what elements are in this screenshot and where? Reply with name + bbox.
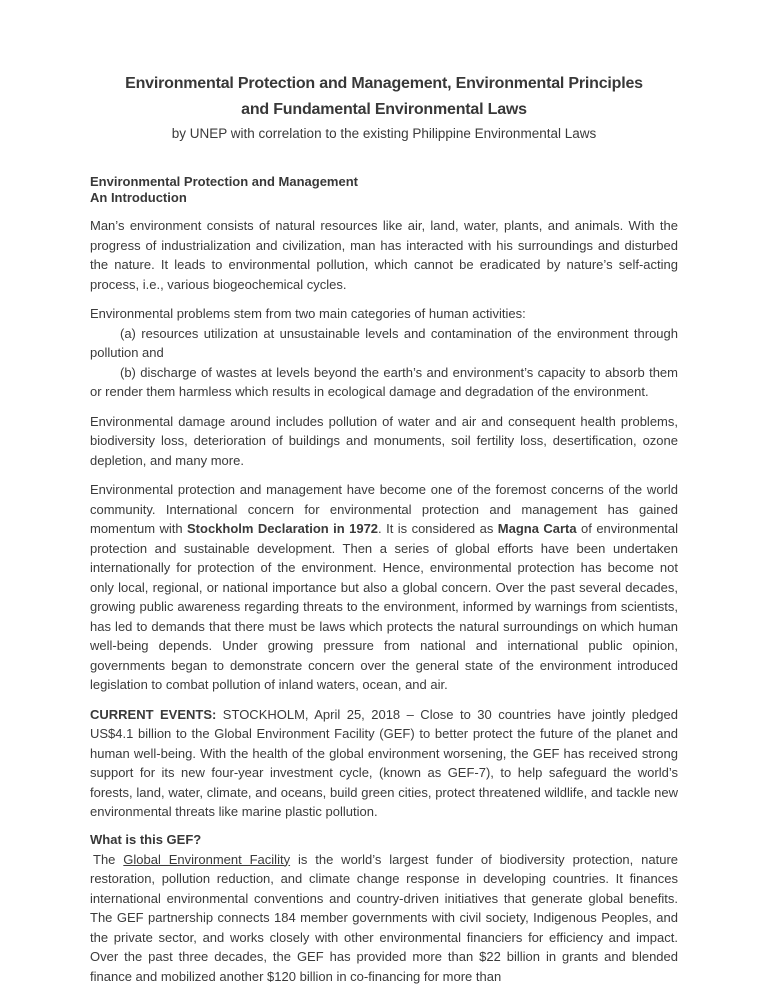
text-run: Environmental protection and management have become one of the foremost concerns of the world community. International concern for environmental protection and management has gained momentum with — [90, 482, 678, 536]
current-events-label: CURRENT EVENTS: — [90, 706, 217, 722]
bold-magna-carta: Magna Carta — [497, 521, 577, 536]
section-heading-line2: An Introduction — [90, 190, 187, 205]
paragraph-protection — [90, 480, 678, 695]
gef-heading: What is this GEF? — [90, 831, 202, 847]
paragraph-current-events — [90, 705, 678, 822]
paragraph-damage: Environmental damage around includes pollution of water and air and consequent health problems, biodiversity loss, deterioration of buildings and monuments, soil fertility loss, desertification, ozone depletion, and many more. — [90, 413, 678, 468]
paragraph-problems-item-a: (a) resources utilization at unsustainable levels and contamination of the environment through pollution and — [90, 325, 678, 360]
document-byline: by UNEP with correlation to the existing Philippine Environmental Laws — [171, 126, 597, 141]
gef-facility-link-text[interactable]: Global Environment Facility — [123, 851, 291, 867]
paragraph-problems — [90, 304, 678, 402]
section-heading — [90, 174, 678, 206]
text-run: The — [93, 851, 124, 867]
text-run: is the world’s largest funder of biodiversity protection, nature restoration, pollution reduction, and climate change response in developing countries. It finances international environmental conventions and country-driven initiatives that generate global benefits. The GEF partnership connects 184 member governments with civil society, Indigenous Peoples, and the private sector, and works closely with other environmental financiers for efficiency and impact. Over the past three decades, the GEF has provided more than $22 billion in grants and blended finance and mobilized another $120 billion in co-financing for more than — [90, 851, 679, 984]
text-run: of environmental protection and sustainable development. Then a series of global efforts have been undertaken internationally for protection of the environment. Hence, environmental protection has become not only local, regional, or national importance but also a global concern. Over the past several decades, growing public awareness regarding threats to the environment, informed by warnings from scientists, has led to demands that there must be laws which protects the natural surroundings on which human well-being depends. Under growing pressure from national and international public opinion, governments began to demonstrate concern over the general state of the environment introduced legislation to combat pollution of inland waters, ocean, and air. — [90, 521, 678, 692]
paragraph-gef — [90, 850, 678, 987]
paragraph-problems-item-b: (b) discharge of wastes at levels beyond the earth’s and environment’s capacity to absorb them or render them harmless which results in ecological damage and degradation of the environment. — [90, 364, 678, 399]
document-title-line2: and Fundamental Environmental Laws — [241, 101, 527, 118]
section-heading-line1: Environmental Protection and Management — [90, 174, 358, 189]
paragraph-problems-lead: Environmental problems stem from two main categories of human activities: — [90, 306, 526, 321]
document-title — [90, 71, 678, 123]
text-run: . It is considered as — [378, 521, 498, 536]
text-run: STOCKHOLM, April 25, 2018 – Close to 30 countries have jointly pledged US$4.1 billion to the Global Environment Facility (GEF) to better protect the future of the planet and human well-being. With the health of the global environment worsening, the GEF has received strong support for its new four-year investment cycle, (known as GEF-7), to help safeguard the world’s forests, land, water, climate, and oceans, build green cities, protect threatened wildlife, and tackle new environmental threats like marine plastic pollution. — [90, 706, 678, 819]
paragraph-intro: Man’s environment consists of natural resources like air, land, water, plants, and animals. With the progress of industrialization and civilization, man has interacted with his surroundings and disturbed the nature. It leads to environmental pollution, which cannot be eradicated by nature’s self-acting process, i.e., various biogeochemical cycles. — [90, 218, 678, 292]
bold-stockholm-declaration: Stockholm Declaration in 1972 — [187, 521, 379, 536]
document-title-line1: Environmental Protection and Management, Environmental Principles — [125, 75, 643, 92]
